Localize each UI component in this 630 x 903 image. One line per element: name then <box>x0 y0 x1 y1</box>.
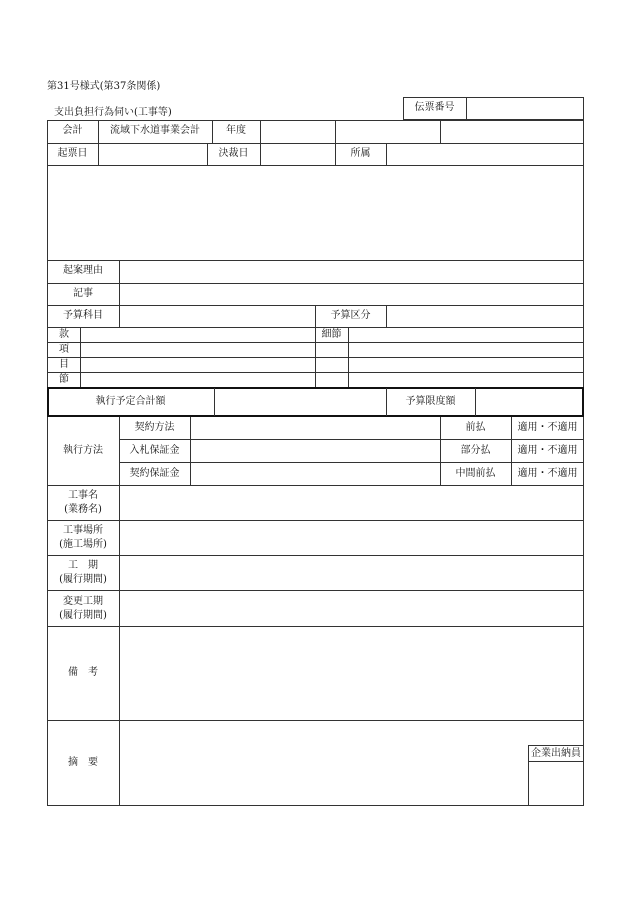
work-period-field[interactable] <box>121 557 582 588</box>
slip-number-field[interactable] <box>468 99 582 118</box>
budget-item-field[interactable] <box>121 307 313 325</box>
bid-bond-label: 入札保証金 <box>129 445 180 456</box>
account-value: 流域下水道事業会計 <box>110 125 200 136</box>
department-field[interactable] <box>388 145 582 163</box>
partial-payment-label: 部分払 <box>460 445 491 456</box>
slip-number-label: 伝票番号 <box>414 102 455 113</box>
form-title: 支出負担行為伺い(工事等) <box>54 107 172 118</box>
moku-field[interactable] <box>82 359 313 371</box>
partial-payment-apply-option[interactable]: 適用・不適用 <box>517 445 578 456</box>
prepayment-label: 前払 <box>465 422 486 433</box>
setsu-field[interactable] <box>82 374 313 386</box>
cashier-label: 企業出納員 <box>531 748 581 759</box>
work-period-label: 工 期 (履行期間) <box>59 560 107 585</box>
work-name-field[interactable] <box>121 487 582 518</box>
summary-field[interactable] <box>121 722 526 804</box>
bid-bond-field[interactable] <box>192 441 438 460</box>
department-label: 所属 <box>350 148 371 159</box>
saisetsu-field[interactable] <box>350 329 582 341</box>
decision-date-label: 決裁日 <box>218 148 249 159</box>
interim-prepayment-apply-option[interactable]: 適用・不適用 <box>517 468 578 479</box>
budget-item-label: 予算科目 <box>63 310 103 321</box>
kou-label: 項 <box>59 344 69 355</box>
budget-limit-field[interactable] <box>477 390 582 414</box>
changed-period-label: 変更工期 (履行期間) <box>59 596 107 621</box>
budget-category-field[interactable] <box>388 307 582 325</box>
summary-label: 摘 要 <box>68 757 98 768</box>
record-label: 記事 <box>73 288 93 299</box>
reason-label: 起案理由 <box>63 265 103 276</box>
decision-date-field[interactable] <box>262 145 334 163</box>
remarks-label: 備 考 <box>68 667 98 678</box>
account-label: 会計 <box>62 125 83 136</box>
contract-method-field[interactable] <box>192 419 438 437</box>
kou-field[interactable] <box>82 344 313 356</box>
remarks-field[interactable] <box>121 628 582 718</box>
changed-period-field[interactable] <box>121 592 582 624</box>
contract-method-label: 契約方法 <box>134 422 175 433</box>
execution-method-label: 執行方法 <box>63 445 103 456</box>
work-name-label: 工事名 (業務名) <box>64 490 102 515</box>
budget-category-label: 予算区分 <box>330 310 371 321</box>
record-field[interactable] <box>121 285 582 303</box>
draft-date-field[interactable] <box>100 145 205 163</box>
total-label: 執行予定合計額 <box>95 396 166 407</box>
total-field[interactable] <box>216 390 384 414</box>
contract-bond-label: 契約保証金 <box>129 468 180 479</box>
work-place-label: 工事場所 (施工場所) <box>59 525 107 550</box>
work-place-field[interactable] <box>121 522 582 553</box>
setsu-label: 節 <box>59 374 69 385</box>
year-field[interactable] <box>262 122 334 141</box>
form-number: 第31号様式(第37条関係) <box>47 81 161 92</box>
interim-prepayment-label: 中間前払 <box>455 468 496 479</box>
year-label: 年度 <box>226 125 246 136</box>
budget-limit-label: 予算限度額 <box>405 396 456 407</box>
moku-label: 目 <box>59 359 69 370</box>
reason-field[interactable] <box>121 262 582 281</box>
kan-label: 款 <box>59 329 69 340</box>
prepayment-apply-option[interactable]: 適用・不適用 <box>517 422 578 433</box>
saisetsu-label: 細節 <box>321 329 342 340</box>
contract-bond-field[interactable] <box>192 464 438 483</box>
kan-field[interactable] <box>82 329 313 341</box>
subject-area[interactable] <box>49 167 582 259</box>
draft-date-label: 起票日 <box>57 148 88 159</box>
